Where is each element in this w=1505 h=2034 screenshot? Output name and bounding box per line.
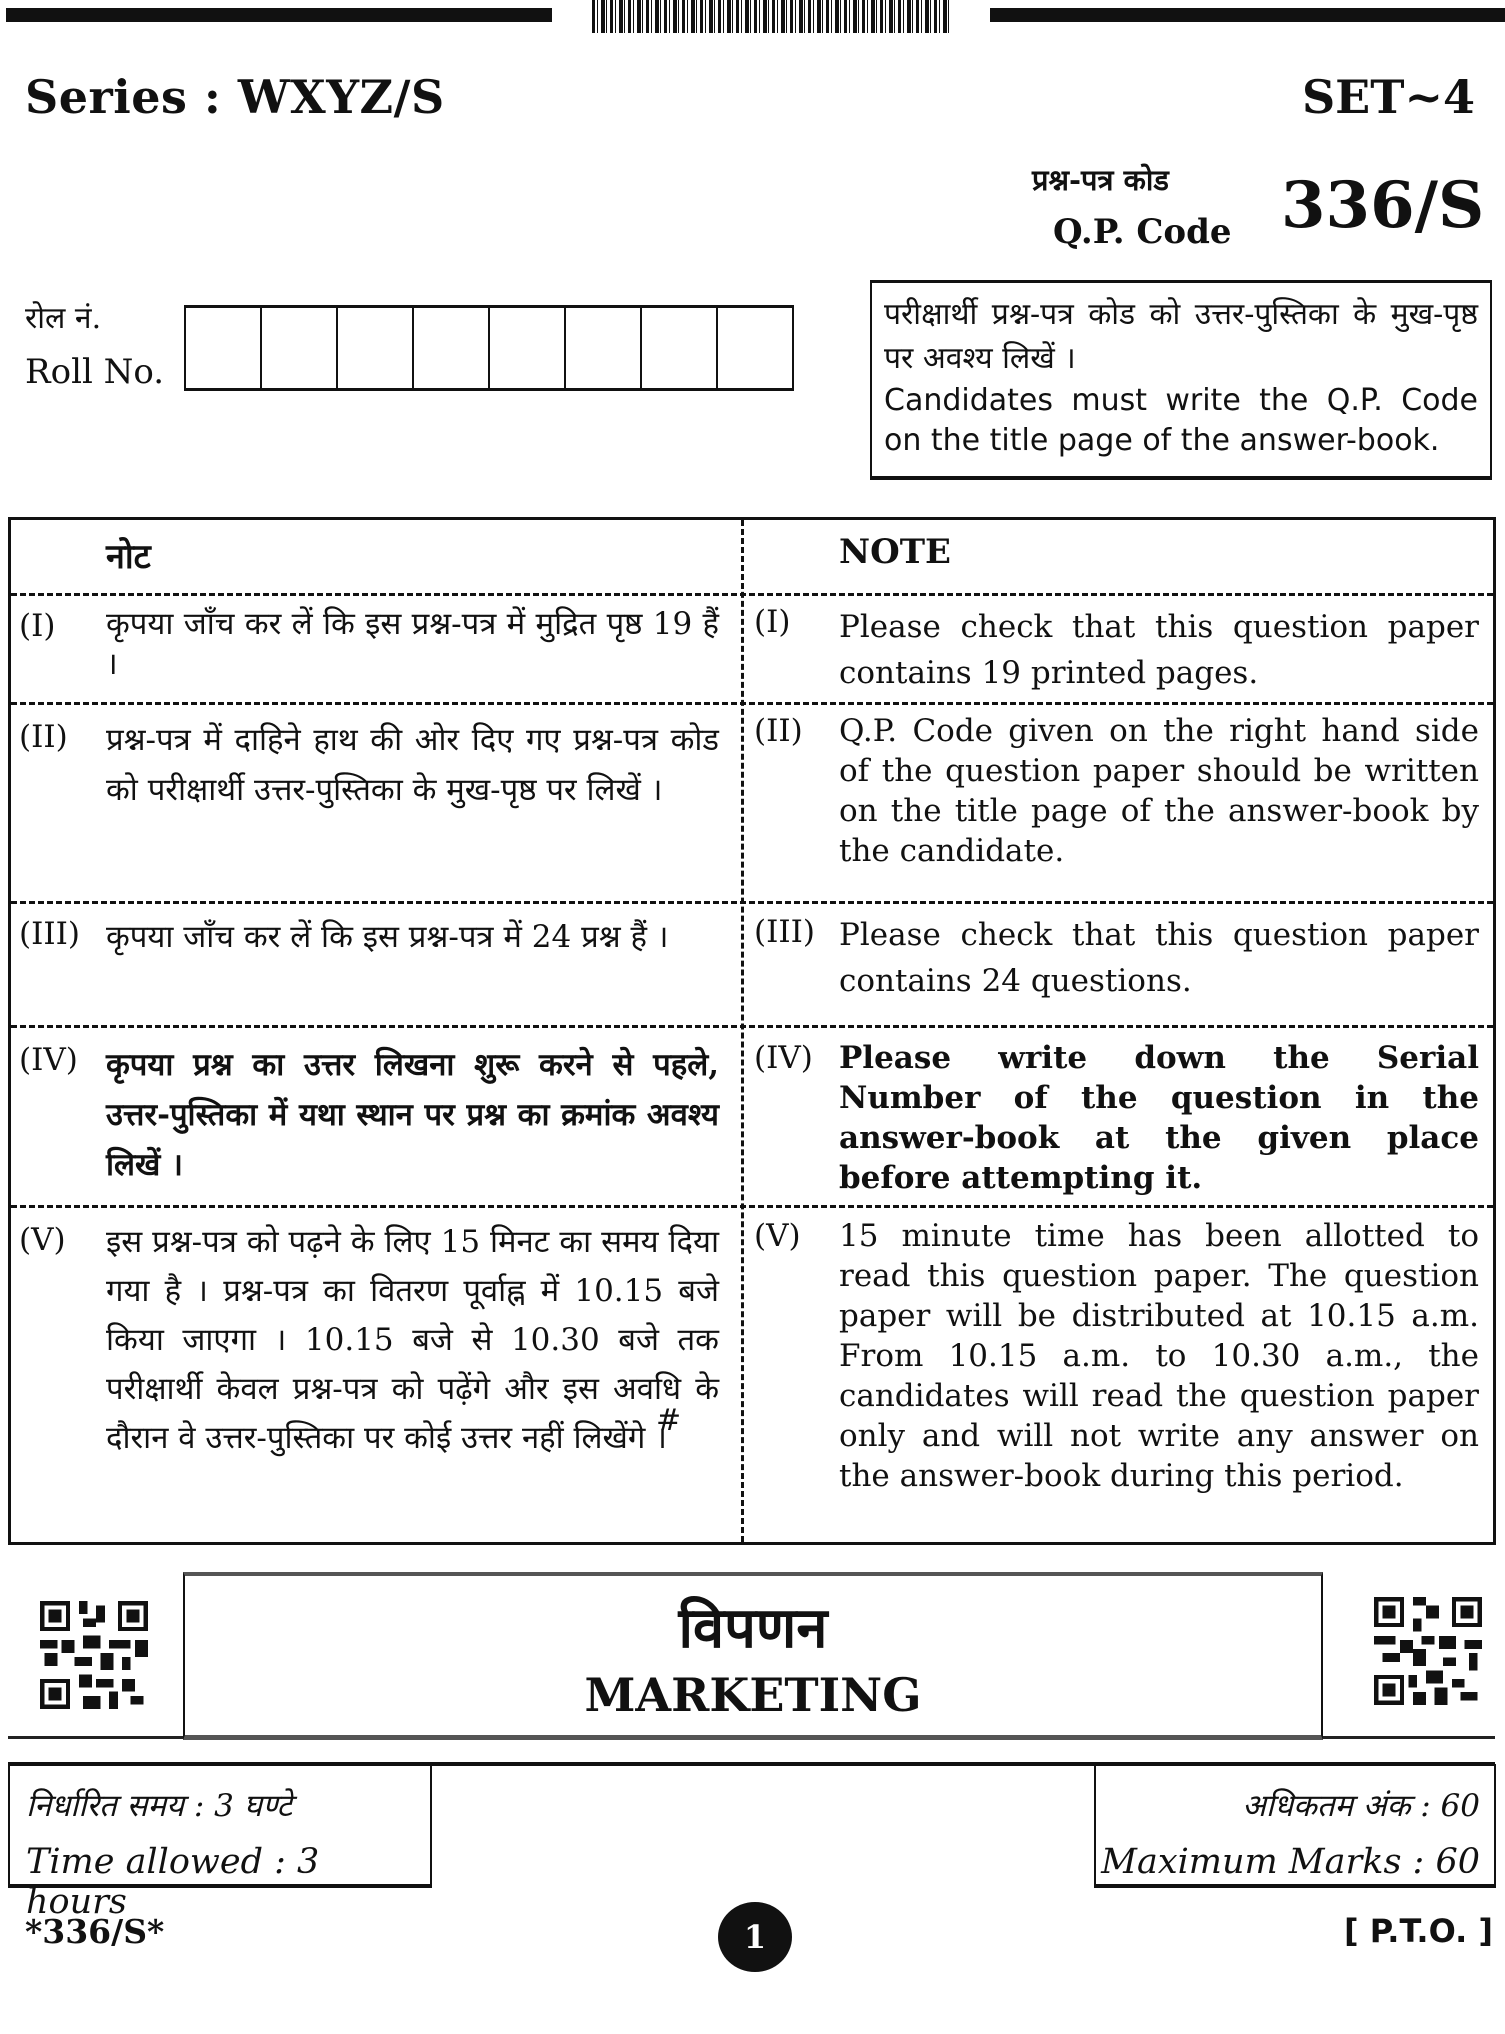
note-text-hindi: कृपया प्रश्न का उत्तर लिखना शुरू करने से पहले, उत्तर-पुस्तिका में यथा स्थान पर प्रश्न का क्रमांक अवश्य लिखें । [106, 1047, 719, 1183]
roll-digit-box[interactable] [338, 308, 414, 388]
roll-digit-box[interactable] [186, 308, 262, 388]
barcode [592, 0, 952, 33]
time-allowed-hindi: निर्धारित समय : 3 घण्टे [26, 1788, 293, 1824]
note-number: (II) [19, 719, 68, 755]
subject-title-box [183, 1572, 1323, 1740]
notes-table [8, 517, 1496, 1545]
footer-paper-code: *336/S* [25, 1912, 165, 1951]
note-number: (III) [754, 914, 815, 950]
note-text-hindi: प्रश्न-पत्र में दाहिने हाथ की ओर दिए गए प्रश्न-पत्र कोड को परीक्षार्थी उत्तर-पुस्तिका के मुख-पृष्ठ पर लिखें । [106, 722, 719, 808]
note-header-english: NOTE [839, 532, 951, 572]
top-bar-left [6, 8, 552, 22]
hash-mark: # [656, 1403, 682, 1438]
note-text-hindi: इस प्रश्न-पत्र को पढ़ने के लिए 15 मिनट का समय दिया गया है । प्रश्न-पत्र का वितरण पूर्वाह्न में 10.15 बजे किया जाएगा । 10.15 बजे से 10.30 बजे तक परीक्षार्थी केवल प्रश्न-पत्र को पढ़ेंगे और इस अवधि के दौरान वे उत्तर-पुस्तिका पर कोई उत्तर नहीं लिखेंगे । [106, 1224, 719, 1456]
note-row [11, 1205, 1493, 1542]
roll-digit-box[interactable] [414, 308, 490, 388]
note-number: (IV) [754, 1040, 813, 1076]
time-allowed: Time allowed : 3 hours [26, 1842, 320, 1922]
note-text-english: Please write down the Serial Number of the question in the answer-book at the given place before attempting it. [839, 1040, 1479, 1196]
roll-digit-box[interactable] [642, 308, 718, 388]
series-label: Series : WXYZ/S [25, 70, 445, 124]
note-number: (III) [19, 916, 80, 952]
roll-digit-box[interactable] [718, 308, 794, 388]
qr-code-right [1374, 1596, 1482, 1706]
top-bar-right [990, 8, 1505, 22]
note-text-hindi: कृपया जाँच कर लें कि इस प्रश्न-पत्र में 24 प्रश्न हैं । [106, 919, 669, 955]
note-text-english: Q.P. Code given on the right hand side of the question paper should be written on the title page of the answer-book by the candidate. [839, 713, 1479, 869]
qp-code: 336/S [1281, 168, 1485, 243]
note-text-english: Please check that this question paper contains 24 questions. [839, 917, 1479, 999]
note-header-hindi: नोट [106, 537, 151, 577]
qp-code-label: Q.P. Code [1053, 212, 1232, 252]
time-allowed-box [8, 1764, 432, 1922]
instruction-english: Candidates must write the Q.P. Code on the title page of the answer-book. [884, 383, 1478, 458]
roll-digit-box[interactable] [262, 308, 338, 388]
subject-hindi: विपणन [678, 1595, 828, 1661]
note-row [11, 593, 1493, 705]
subject-english: MARKETING [584, 1668, 922, 1722]
qr-code-left [40, 1600, 148, 1710]
qp-code-label-hindi: प्रश्न-पत्र कोड [1032, 163, 1169, 197]
roll-digit-box[interactable] [490, 308, 566, 388]
note-number: (V) [19, 1222, 66, 1258]
note-row [11, 901, 1493, 1028]
instruction-hindi: परीक्षार्थी प्रश्न-पत्र कोड को उत्तर-पुस्तिका के मुख-पृष्ठ पर अवश्य लिखें । [884, 297, 1478, 376]
maximum-marks: Maximum Marks : 60 [1101, 1842, 1480, 1882]
note-number: (I) [754, 604, 791, 640]
note-number: (V) [754, 1218, 801, 1254]
qp-code-instruction-box [870, 280, 1492, 480]
note-row [11, 1025, 1493, 1208]
note-text-english: Please check that this question paper contains 19 printed pages. [839, 609, 1479, 691]
note-row [11, 702, 1493, 904]
set-label: SET~4 [1301, 70, 1475, 124]
maximum-marks-box [1094, 1764, 1496, 1888]
roll-digit-box[interactable] [566, 308, 642, 388]
maximum-marks-hindi: अधिकतम अंक : 60 [1242, 1788, 1480, 1824]
notes-header-row [11, 520, 1493, 593]
note-number: (IV) [19, 1042, 78, 1078]
note-number: (I) [19, 608, 56, 644]
roll-label-hindi: रोल नं. [25, 301, 102, 336]
pto-label: [ P.T.O. ] [1343, 1912, 1493, 1950]
note-text-english: 15 minute time has been allotted to read this question paper. The question paper will be distributed at 10.15 a.m. From 10.15 a.m. to 10.30 a.m., the candidates will read the question paper only and will not write any answer on the answer-book during this period. [839, 1218, 1479, 1494]
roll-label: Roll No. [25, 352, 165, 392]
page-number: 1 [718, 1902, 792, 1972]
note-number: (II) [754, 713, 803, 749]
roll-number-boxes [184, 305, 794, 391]
note-text-hindi: कृपया जाँच कर लें कि इस प्रश्न-पत्र में मुद्रित पृष्ठ 19 हैं । [106, 606, 719, 682]
